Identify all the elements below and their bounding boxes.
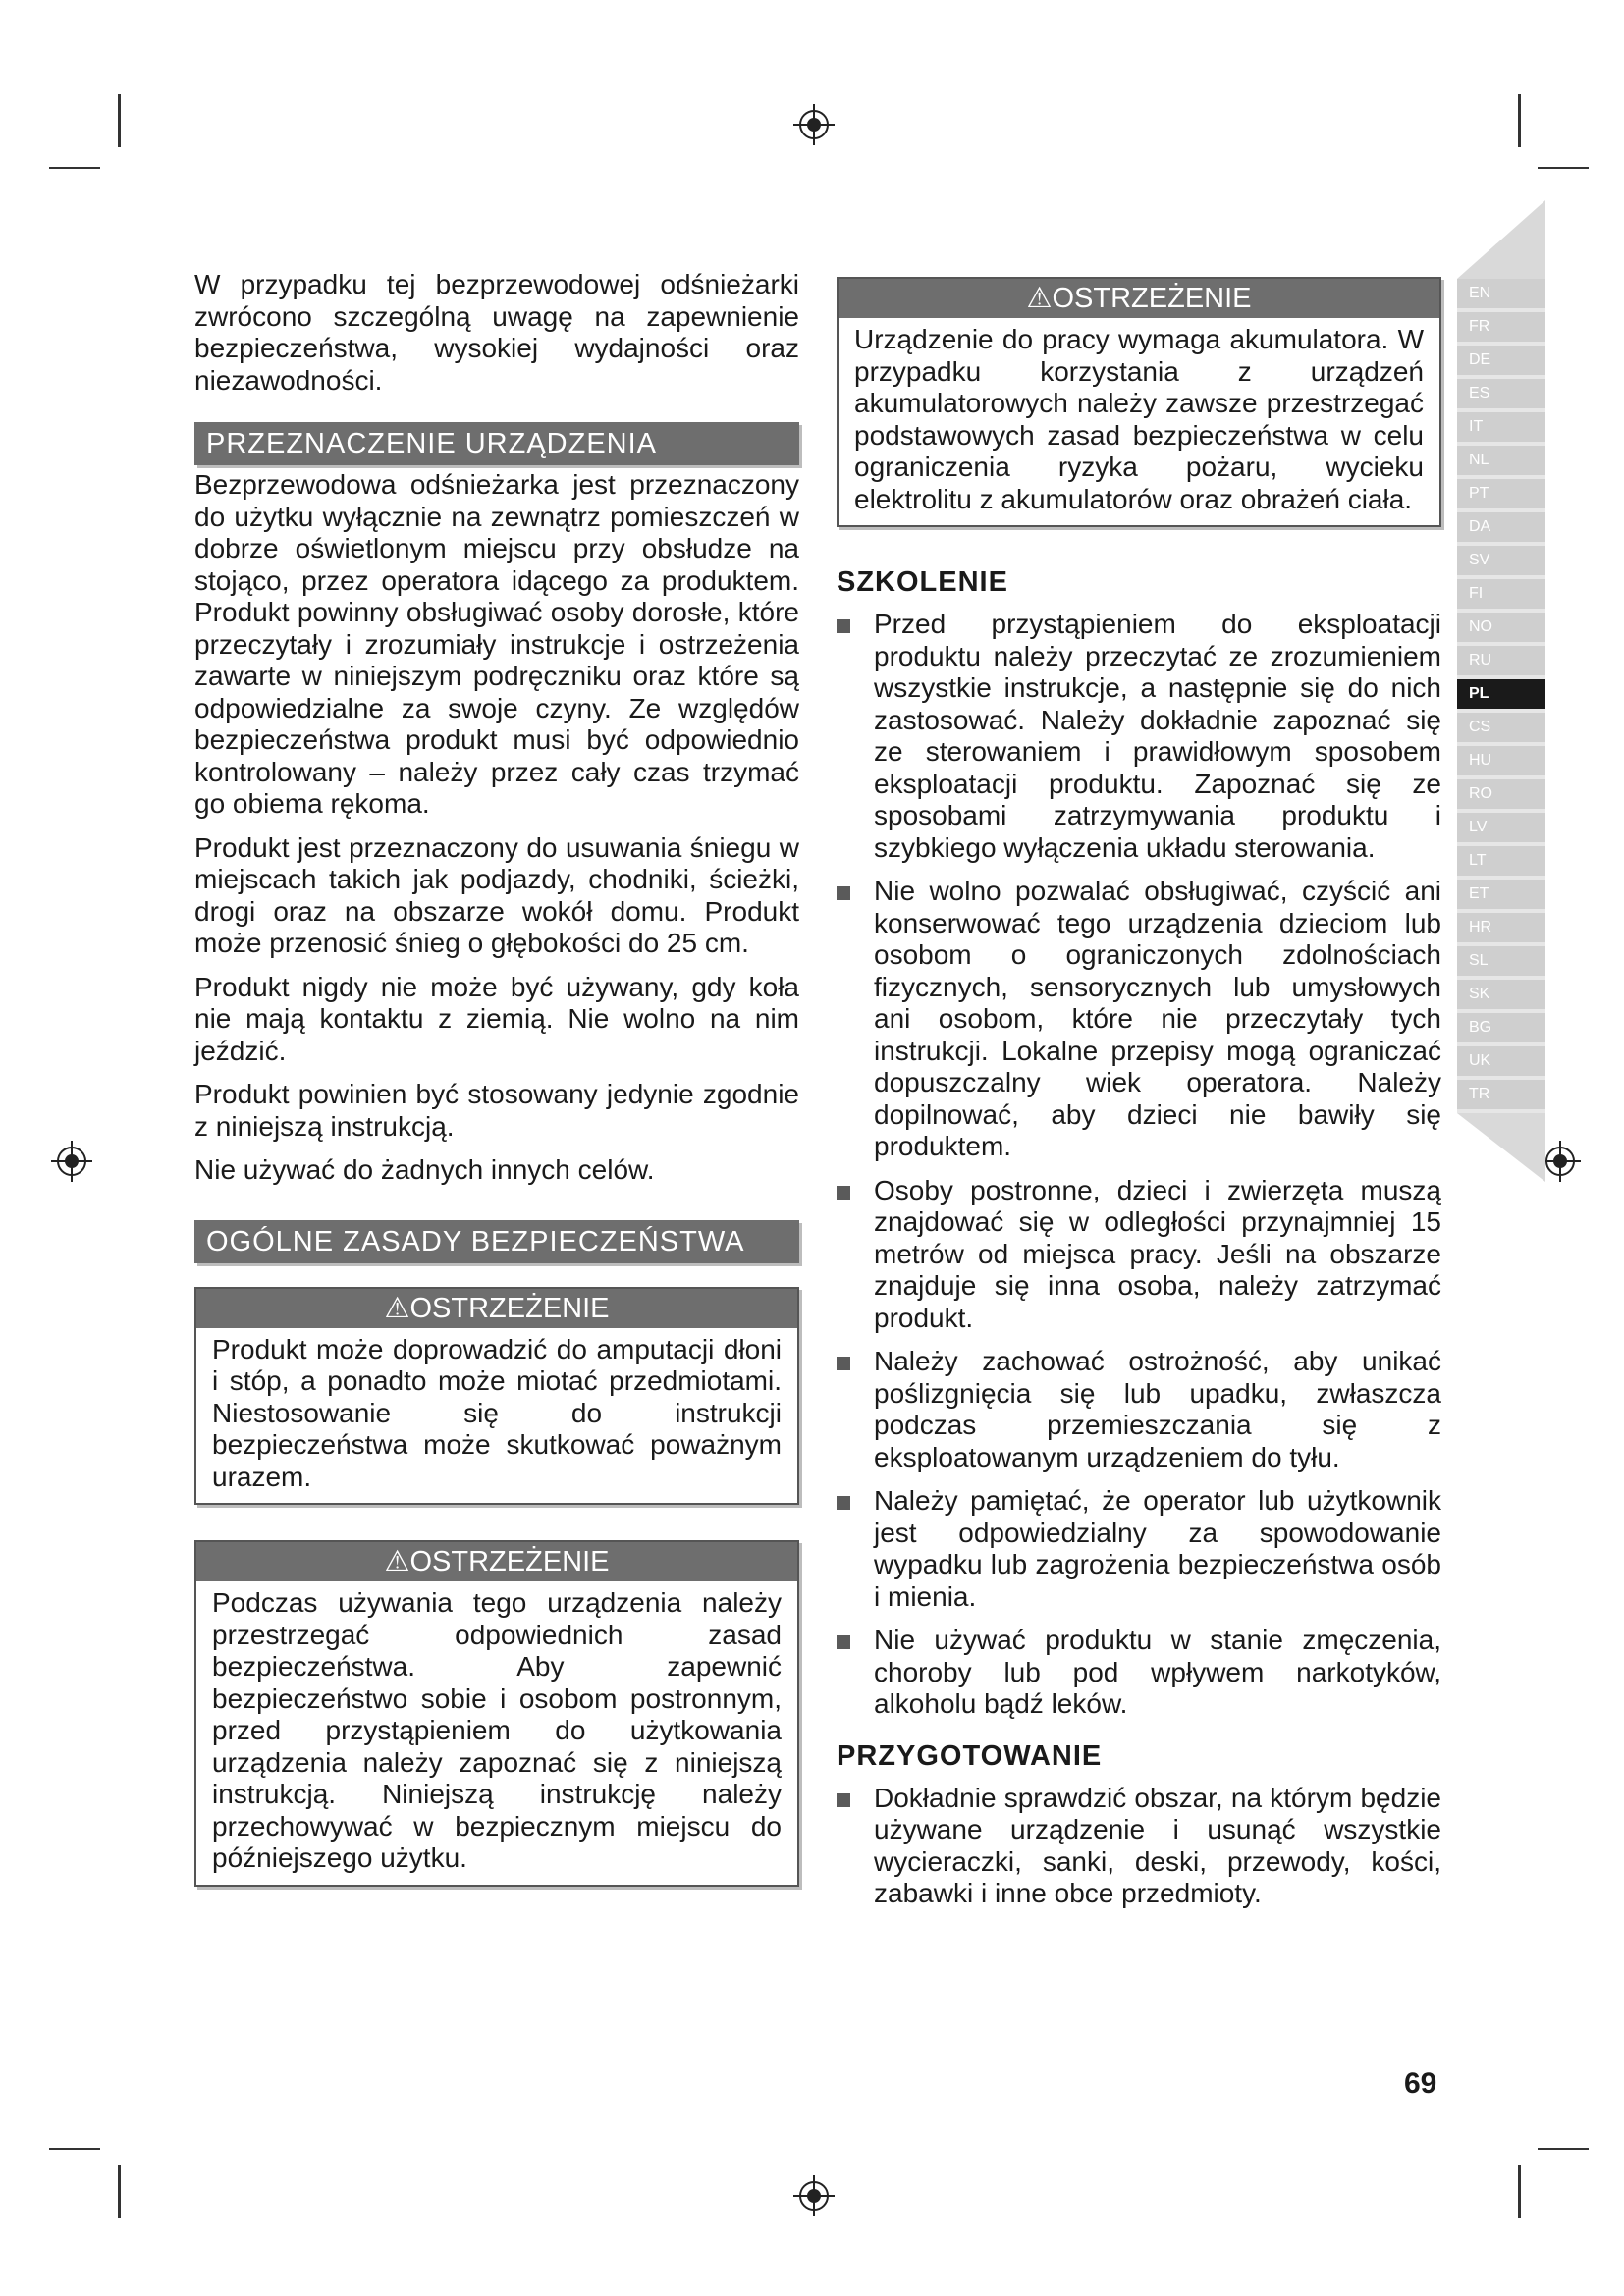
language-tabs — [1457, 279, 1545, 1113]
language-tab-es[interactable]: ES — [1457, 379, 1545, 408]
language-tab-lt[interactable]: LT — [1457, 846, 1545, 876]
crop-mark — [118, 94, 121, 147]
language-tab-en[interactable]: EN — [1457, 279, 1545, 308]
warning-title: OSTRZEŻENIE — [409, 1546, 610, 1577]
language-tab-de[interactable]: DE — [1457, 346, 1545, 375]
crop-mark — [1538, 167, 1589, 169]
section-heading-safety: OGÓLNE ZASADY BEZPIECZEŃSTWA — [194, 1220, 799, 1263]
training-list — [837, 609, 1441, 1721]
registration-mark-icon — [791, 2173, 837, 2218]
crop-mark — [118, 2165, 121, 2218]
language-tab-fi[interactable]: FI — [1457, 579, 1545, 609]
warning-title: OSTRZEŻENIE — [1052, 283, 1252, 314]
warning-box — [194, 1287, 799, 1506]
purpose-paragraph: Nie używać do żadnych innych celów. — [194, 1154, 655, 1185]
preparation-list — [837, 1783, 1441, 1910]
language-tab-ro[interactable]: RO — [1457, 779, 1545, 809]
language-tab-cs[interactable]: CS — [1457, 713, 1545, 742]
language-tab-pl[interactable]: PL — [1457, 679, 1545, 709]
section-heading-purpose: PRZEZNACZENIE URZĄDZENIA — [194, 422, 799, 465]
language-tab-bg[interactable]: BG — [1457, 1013, 1545, 1042]
language-tab-ru[interactable]: RU — [1457, 646, 1545, 675]
warning-header — [196, 1289, 797, 1328]
list-item: Przed przystąpieniem do eksploatacji produktu należy przeczytać ze zrozumieniem wszystkie instrukcje, a następnie się do nich zastosować. Należy dokładnie zapoznać się ze sterowaniem i prawidłowym sposobem eksploatacji produktu. Zapoznać się ze sposobami zatrzymywania produktu i szybkiego wyłączenia układu sterowania. — [837, 609, 1441, 864]
crop-mark — [1538, 2148, 1589, 2150]
language-tab-hr[interactable]: HR — [1457, 913, 1545, 942]
warning-text: Urządzenie do pracy wymaga akumulatora. W przypadku korzystania z urządzeń akumulatorowych należy zawsze przestrzegać podstawowych zasad bezpieczeństwa w celu ograniczenia ryzyka pożaru, wycieku elektrolitu z akumulatorów oraz obrażeń ciała. — [854, 324, 1424, 514]
language-tab-no[interactable]: NO — [1457, 613, 1545, 642]
language-tab-tr[interactable]: TR — [1457, 1080, 1545, 1109]
registration-mark-icon — [49, 1139, 94, 1184]
purpose-paragraph: Bezprzewodowa odśnieżarka jest przeznaczony do użytku wyłącznie na zewnątrz pomieszczeń w dobrze oświetlonym miejscu przy obsłudze na stojąco, przez operatora idącego za produktem. Produkt powinny obsługiwać osoby dorosłe, które przeczytały i zrozumiały instrukcje i ostrzeżenia zawarte w niniejszym podręczniku oraz które są odpowiedzialne za swoje czyny. Ze względów bezpieczeństwa produkt musi być odpowiednio kontrolowany – należy przez cały czas trzymać go obiema rękoma. — [194, 469, 799, 819]
language-tab-et[interactable]: ET — [1457, 880, 1545, 909]
list-item: Należy pamiętać, że operator lub użytkownik jest odpowiedzialny za spowodowanie wypadku lub zagrożenia bezpieczeństwa osób i mienia. — [837, 1485, 1441, 1613]
registration-mark-icon — [791, 102, 837, 147]
crop-mark — [49, 167, 100, 169]
list-item: Nie wolno pozwalać obsługiwać, czyścić ani konserwować tego urządzenia dzieciom lub osobom o ograniczonych zdolnościach fizycznych, sensorycznych lub umysłowych ani osobom, które nie przeczytały tych instrukcji. Lokalne przepisy mogą ograniczać dopuszczalny wiek operatora. Należy dopilnować, aby dzieci nie bawiły się produktem. — [837, 876, 1441, 1163]
language-tab-sk[interactable]: SK — [1457, 980, 1545, 1009]
crop-mark — [1518, 2165, 1521, 2218]
warning-box — [837, 277, 1441, 527]
language-tab-fr[interactable]: FR — [1457, 312, 1545, 342]
language-tab-uk[interactable]: UK — [1457, 1046, 1545, 1076]
language-tab-da[interactable]: DA — [1457, 512, 1545, 542]
warning-text: Podczas używania tego urządzenia należy przestrzegać odpowiednich zasad bezpieczeństwa. Aby zapewnić bezpieczeństwo sobie i osobom postronnym, przed przystąpieniem do użytkowania urządzenia należy zapoznać się z niniejszą instrukcją. Niniejszą instrukcję należy przechowywać w bezpiecznym miejscu do późniejszego użytku. — [212, 1587, 782, 1873]
crop-mark — [1518, 94, 1521, 147]
purpose-paragraph: Produkt jest przeznaczony do usuwania śniegu w miejscach takich jak podjazdy, chodniki, ścieżki, drogi oraz na obszarze wokół domu. Produkt może przenosić śnieg o głębokości do 25 cm. — [194, 831, 799, 958]
warning-header — [839, 279, 1439, 318]
right-column — [837, 277, 1441, 1924]
list-item: Nie używać produktu w stanie zmęczenia, choroby lub pod wpływem narkotyków, alkoholu bądź leków. — [837, 1625, 1441, 1721]
list-item: Osoby postronne, dzieci i zwierzęta muszą znajdować się w odległości przynajmniej 15 metrów od miejsca pracy. Jeśli na obszarze znajduje się inna osoba, należy zatrzymać produkt. — [837, 1175, 1441, 1335]
list-item: Należy zachować ostrożność, aby unikać poślizgnięcia się lub upadku, zwłaszcza podczas przemieszczania się z eksploatowanym urządzeniem do tyłu. — [837, 1346, 1441, 1473]
warning-triangle-icon: ⚠ — [384, 1546, 410, 1577]
language-tab-it[interactable]: IT — [1457, 412, 1545, 442]
language-tab-sv[interactable]: SV — [1457, 546, 1545, 575]
purpose-paragraph: Produkt nigdy nie może być używany, gdy koła nie mają kontaktu z ziemią. Nie wolno na nim jeździć. — [194, 971, 799, 1066]
warning-box — [194, 1540, 799, 1887]
intro-paragraph: W przypadku tej bezprzewodowej odśnieżarki zwrócono szczególną uwagę na zapewnienie bezpieczeństwa, wysokiej wydajności oraz niezawodności. — [194, 269, 799, 396]
language-tab-pt[interactable]: PT — [1457, 479, 1545, 508]
language-tab-lv[interactable]: LV — [1457, 813, 1545, 842]
page-number: 69 — [1404, 2067, 1437, 2100]
language-tab-hu[interactable]: HU — [1457, 746, 1545, 775]
warning-title: OSTRZEŻENIE — [409, 1292, 610, 1324]
purpose-paragraph: Produkt powinien być stosowany jedynie zgodnie z niniejszą instrukcją. — [194, 1079, 799, 1142]
left-column — [194, 269, 799, 1922]
preparation-heading: PRZYGOTOWANIE — [837, 1739, 1103, 1772]
warning-text: Produkt może doprowadzić do amputacji dłoni i stóp, a ponadto może miotać przedmiotami. Niestosowanie się do instrukcji bezpieczeństwa może skutkować poważnym urazem. — [212, 1333, 782, 1492]
training-heading: SZKOLENIE — [837, 566, 1008, 598]
warning-triangle-icon: ⚠ — [384, 1292, 410, 1324]
warning-header — [196, 1542, 797, 1581]
language-tab-sl[interactable]: SL — [1457, 946, 1545, 976]
language-tab-nl[interactable]: NL — [1457, 446, 1545, 475]
list-item: Dokładnie sprawdzić obszar, na którym będzie używane urządzenie i usunąć wszystkie wycieraczki, sanki, deski, przewody, kości, zabawki i inne obce przedmioty. — [837, 1783, 1441, 1910]
crop-mark — [49, 2148, 100, 2150]
warning-triangle-icon: ⚠ — [1026, 283, 1053, 314]
